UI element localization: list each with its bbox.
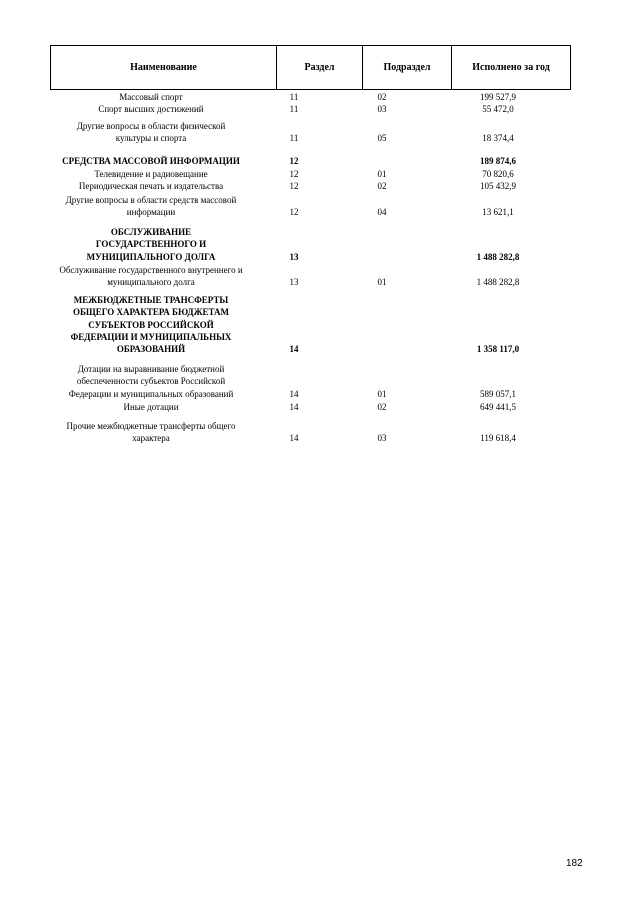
column-header-section: Раздел	[304, 62, 335, 73]
row-amount: 13 621,1	[482, 207, 514, 218]
row-amount: 70 820,6	[482, 169, 514, 179]
row-section: 14	[289, 344, 299, 355]
row-section: 11	[289, 133, 299, 144]
row-section: 11	[289, 104, 299, 114]
row-name-line: СУБЪЕКТОВ РОССИЙСКОЙ	[88, 319, 214, 330]
column-header-amount: Исполнено за год	[472, 62, 550, 73]
row-name-line: Дотации на выравнивание бюджетной	[77, 364, 225, 374]
row-name-line: СРЕДСТВА МАССОВОЙ ИНФОРМАЦИИ	[62, 156, 240, 166]
row-amount: 105 432,9	[480, 181, 516, 191]
row-name-line: ОБЩЕГО ХАРАКТЕРА БЮДЖЕТАМ	[72, 307, 230, 318]
row-name-line: ОБРАЗОВАНИЙ	[116, 344, 186, 355]
row-name-line: ГОСУДАРСТВЕННОГО И	[95, 239, 207, 250]
row-section: 12	[289, 181, 299, 191]
row-amount: 119 618,4	[480, 433, 516, 444]
row-section: 12	[289, 207, 299, 218]
row-name-line: МЕЖБЮДЖЕТНЫЕ ТРАНСФЕРТЫ	[73, 295, 229, 305]
row-name-line: Другие вопросы в области физической	[76, 121, 226, 131]
row-name-line: Федерации и муниципальных образований	[68, 388, 234, 399]
row-name-line: ФЕДЕРАЦИИ И МУНИЦИПАЛЬНЫХ	[70, 331, 232, 342]
row-name-line: Периодическая печать и издательства	[78, 181, 224, 191]
row-amount: 649 441,5	[480, 402, 516, 412]
row-subsection: 02	[377, 402, 387, 412]
row-name-line: культуры и спорта	[115, 133, 187, 144]
row-name-line: обеспеченности субъектов Российской	[76, 376, 226, 387]
row-section: 12	[289, 169, 299, 179]
row-section: 13	[289, 251, 299, 262]
row-name-line: Телевидение и радиовещание	[94, 169, 208, 179]
row-amount: 55 472,0	[482, 104, 514, 114]
row-name-line: Другие вопросы в области средств массовой	[65, 195, 237, 205]
row-subsection: 01	[377, 388, 387, 399]
row-name-line: муниципального долга	[107, 277, 195, 288]
row-section: 14	[289, 402, 299, 412]
row-subsection: 03	[377, 433, 387, 444]
row-section: 11	[289, 92, 299, 102]
row-name-line: Прочие межбюджетные трансферты общего	[66, 421, 236, 431]
row-section: 14	[289, 388, 299, 399]
row-subsection: 03	[377, 104, 387, 114]
column-header-subsection: Подраздел	[383, 62, 431, 73]
row-amount: 1 488 282,8	[476, 277, 520, 288]
row-section: 12	[289, 156, 299, 166]
row-amount: 1 488 282,8	[476, 251, 520, 262]
row-amount: 189 874,6	[480, 156, 516, 166]
row-name-line: Иные дотации	[123, 402, 179, 412]
row-name-line: ОБСЛУЖИВАНИЕ	[110, 227, 192, 237]
page-number: 182	[566, 858, 583, 869]
column-header-name: Наименование	[130, 62, 197, 73]
row-subsection: 01	[377, 169, 387, 179]
row-name-line: характера	[132, 433, 170, 444]
row-subsection: 01	[377, 277, 387, 288]
row-subsection: 02	[377, 92, 387, 102]
row-subsection: 05	[377, 133, 387, 144]
row-name-line: Обслуживание государственного внутреннего и	[59, 265, 243, 275]
row-amount: 1 358 117,0	[476, 344, 520, 355]
row-name-line: МУНИЦИПАЛЬНОГО ДОЛГА	[86, 251, 216, 262]
row-name-line: информации	[126, 207, 176, 218]
row-amount: 199 527,9	[480, 92, 516, 102]
row-subsection: 02	[377, 181, 387, 191]
row-amount: 589 057,1	[480, 388, 516, 399]
row-name-line: Спорт высших достижений	[98, 104, 204, 114]
row-subsection: 04	[377, 207, 387, 218]
row-section: 13	[289, 277, 299, 288]
row-section: 14	[289, 433, 299, 444]
row-name-line: Массовый спорт	[119, 92, 183, 102]
row-amount: 18 374,4	[482, 133, 514, 144]
